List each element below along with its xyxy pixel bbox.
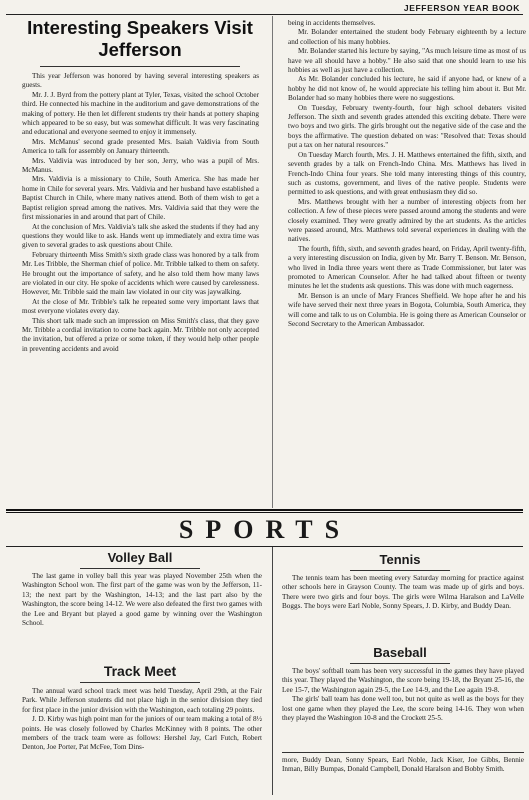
article-right-column xyxy=(288,19,526,329)
article-left-column xyxy=(22,72,259,354)
sports-banner: SPORTS xyxy=(178,515,352,544)
sports-rule-bottom xyxy=(6,546,523,547)
baseball-rule xyxy=(350,663,450,664)
article-paragraph: The fourth, fifth, sixth, and seventh grades heard, on Friday, April twenty-fifth, a very interesting discussion on India, given by Mr. Barry T. Benson. Mr. Benson, who lived in India three years went there as Trade Commissioner, but later was promoted to American Counselor. After he had talked about fifteen or twenty minutes he let the students ask questions. This was done with much eagerness. xyxy=(288,244,526,291)
article-paragraph: being in accidents themselves. xyxy=(288,19,376,27)
header-rule xyxy=(6,14,523,15)
volley-ball-section xyxy=(22,572,262,628)
sports-rule-top-thin xyxy=(6,512,523,513)
running-header: JEFFERSON YEAR BOOK xyxy=(403,3,520,13)
article-paragraph: Mrs. Matthews brought with her a number of interesting objects from her collection. A few of these pieces were passed around among the students and were closely examined. They were greatly admired by the art students. As the articles were passed around, Mrs. Matthews told several experiences in dealing with the natives. xyxy=(288,197,526,244)
tennis-rule xyxy=(350,570,450,571)
article-paragraph: On Tuesday March fourth, Mrs. J. H. Matthews entertained the fifth, sixth, and seventh grades by a talk on French-Indo China. Mrs. Matthews has lived in French-Indo China four years. She told many interesting things of this country, such as customs, government, and lives of the native people. Students were permitted to ask questions, and with great enthusiasm they did so. xyxy=(288,150,526,197)
article-paragraph: Mr. Benson is an uncle of Mary Frances Sheffield. We hope after he and his wife have served their next three years in Bogota, Columbia, South America, they will come and talk to us on Columbia. He is going there as American Counselor or Second Secretary to the American Ambassador. xyxy=(288,291,526,328)
track-continued-text: more, Buddy Dean, Sonny Spears, Earl Noble, Jack Kiser, Joe Gibbs, Bennie Inman, Billy Bumpas, Donald Campbell, Donald Haralson and Bobby Smith. xyxy=(282,756,524,774)
tennis-title: Tennis xyxy=(379,552,421,567)
volley-ball-rule xyxy=(80,568,200,569)
article-paragraph: At the conclusion of Mrs. Valdivia's talk she asked the students if they had any questions they would like to ask. Hands went up immediately and extra time was given to several grades to ask questions about Chile. xyxy=(22,222,259,250)
article-paragraph: As Mr. Bolander concluded his lecture, he said if anyone had, or knew of a hobby he did not know of, he would appreciate his telling him about it. But Mr. Bolander had so many hobbies there were no suggestions. xyxy=(288,75,526,103)
volley-ball-title: Volley Ball xyxy=(107,550,173,565)
article-paragraph: Mr. J. J. Byrd from the pottery plant at Tyler, Texas, visited the school October third. He connected his machine in the auditorium and gave demonstrations of the making of pottery. He then let different students try their hands at pottery shaping which appeared to be so easy, but was somewhat difficult. It was very fascinating and educational and everyone seemed to enjoy it immensely. xyxy=(22,90,259,137)
article-paragraph: Mrs. Valdivia was introduced by her son, Jerry, who was a pupil of Mrs. McManus. xyxy=(22,156,259,175)
track-meet-title: Track Meet xyxy=(103,663,177,679)
title-rule xyxy=(40,66,240,67)
article-paragraph: Mr. Bolander started his lecture by saying, "As much leisure time as most of us have we all should have a hobby." He also said that one should learn to use his hobbies as well as just have a collection. xyxy=(288,47,526,75)
column-divider-sports xyxy=(272,547,273,795)
tennis-section xyxy=(282,574,524,612)
article-paragraph: Mr. Bolander entertained the student body February eighteenth by a lecture and collection of his many hobbies. xyxy=(288,28,526,46)
article-paragraph: This year Jefferson was honored by having several interesting speakers as guests. xyxy=(22,72,259,90)
baseball-paragraph: The boys' softball team has been very successful in the games they have played this year. They played the Washington, the score being 19-18, the Bryant 25-16, the Lee 15-7, the Washington again 29-5, the Lee 14-9, and the Lee again 19-8. xyxy=(282,667,524,694)
article-title-line1: Interesting Speakers Visit xyxy=(27,17,253,38)
track-meet-paragraph: The annual ward school track meet was held Tuesday, April 29th, at the Fair Park. While Jefferson students did not place high in the senior division they tied for first place in the junior division with the Washington, each totaling 29 points. xyxy=(22,687,262,714)
track-meet-section xyxy=(22,687,262,753)
baseball-title: Baseball xyxy=(373,645,427,660)
track-continued-section xyxy=(282,756,524,775)
tennis-text: The tennis team has been meeting every Saturday morning for practice against other schools here in Grayson County. The team was made up of girls and boys. There were two girls and four boys. The girls were Wilma Haralson and LaVelle Boggs. The boys were Earl Noble, Sonny Spears, J. D. Kirby, and Buddy Dean. xyxy=(282,574,524,611)
track-continued-rule xyxy=(282,752,524,753)
track-meet-rule xyxy=(80,682,200,683)
article-title-line2: Jefferson xyxy=(98,39,182,60)
track-meet-paragraph: J. D. Kirby was high point man for the juniors of our team making a total of 8½ points. He was closely followed by Charles McKinney with 8 points. The other members of the track team were as follows: Hershel Jay, Carl Futch, Robert Denton, Joe Porter, Pat McFee, Tom Dins- xyxy=(22,715,262,752)
article-paragraph: At the close of Mr. Tribble's talk he repeated some very important laws that most everyone violates every day. xyxy=(22,297,259,316)
article-paragraph: This short talk made such an impression on Miss Smith's class, that they gave Mr. Tribble a cordial invitation to come back again. Mr. Tribble not only accepted the invitation, but offered a prize or some token, if they would help other people in preventing accidents and avoid xyxy=(22,316,259,353)
sports-rule-top xyxy=(6,509,523,511)
baseball-paragraph: The girls' ball team has done well too, but not quite as well as the boys for they lost one game when they played the Lee, the score being 14-16. They won when they played the Washington 10-8 and the Crockett 25-5. xyxy=(282,695,524,723)
article-title xyxy=(20,17,260,61)
article-paragraph: Mrs. Valdivia is a missionary to Chile, South America. She has made her home in Chile for several years. Mrs. Valdivia and her husband have established a Baptist Church in Chile, where many natives attend. Both of them wish to get a Baptist religion spread among the natives. Mrs. Valdivia said that they were the first missionaries in and around that part of Chile. xyxy=(22,175,259,222)
baseball-section xyxy=(282,667,524,723)
article-paragraph: February thirteenth Miss Smith's sixth grade class was honored by a talk from Mr. Les Tribble, the Sherman chief of police. Mr. Tribble talked to them on safety. He brought out the importance of safety, and he also told them how many laws are violated in our city. He spoke of accidents which were caused by carelessness. However, Mr. Tribble said the main law violated in our city was jaywalking. xyxy=(22,250,259,297)
column-divider-top xyxy=(272,16,273,508)
volley-ball-text: The last game in volley ball this year was played November 25th when the Washington School won. The first part of the game was won by the Jefferson, 11-13; the next part by the Washington, 14-13; and the last part also by the Washington, the score being 14-12. We were also defeated the first two games with the Lee and Bryant but played a good game by winning over the Washington School. xyxy=(22,572,262,628)
article-paragraph: On Tuesday, February twenty-fourth, four high school debaters visited Jefferson. The sixth and seventh grades attended this exciting debate. There were two boys and two girls. The girls brought out the negative side of the case and the boys the affirmative. The question debated on was: "Resolved that: Texas should put a tax on her natural resources." xyxy=(288,103,526,150)
article-paragraph: Mrs. McManus' second grade presented Mrs. Isaiah Valdivia from South America to talk for assembly on January thirteenth. xyxy=(22,137,259,156)
